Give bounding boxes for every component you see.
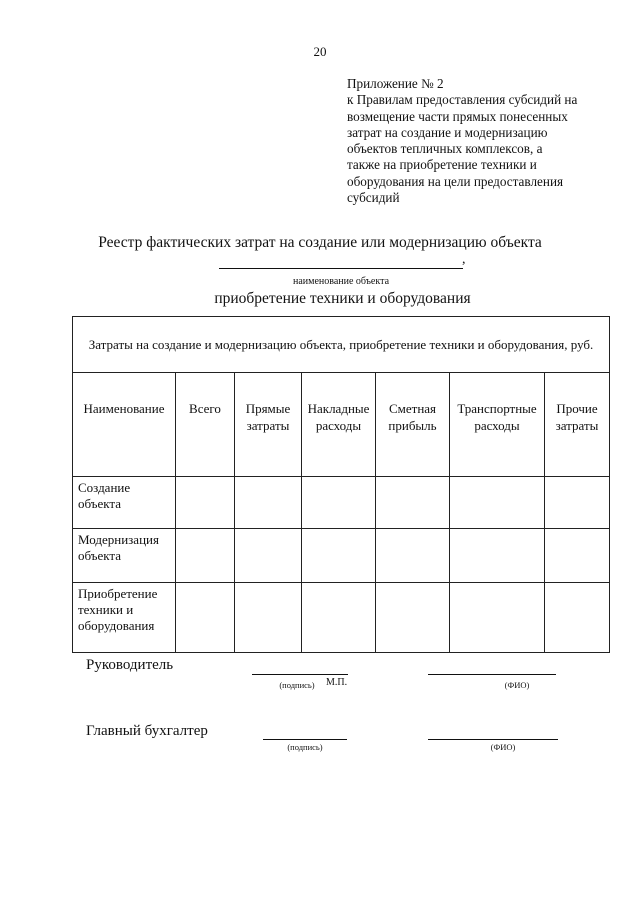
accountant-signature-caption: (подпись) [287,742,323,752]
appendix-line: Приложение № 2 [347,76,444,91]
table-cell[interactable] [302,529,376,583]
column-header-label: Прочие затраты [555,401,599,433]
column-header-label: Прямые затраты [245,401,291,433]
appendix-header [347,76,607,206]
row-label: Модернизация объекта [73,529,176,583]
table-cell[interactable] [376,477,450,529]
head-signature-line[interactable] [252,674,348,675]
table-header-row [73,373,610,477]
column-header-label: Накладные расходы [307,401,370,433]
row-label: Создание объекта [73,477,176,529]
head-signature-caption: (подпись) [279,680,315,690]
object-name-caption: наименование объекта [292,276,390,287]
table-cell[interactable] [545,477,610,529]
appendix-line: также на приобретение техники и [347,157,537,173]
column-header [302,373,376,477]
expenses-table [72,316,610,653]
table-cell[interactable] [545,529,610,583]
accountant-label: Главный бухгалтер [86,723,208,739]
table-caption: Затраты на создание и модернизацию объекта, приобретение техники и оборудования, руб. [73,317,610,373]
column-header [545,373,610,477]
appendix-line: возмещение части прямых понесенных [347,108,568,124]
table-cell[interactable] [302,477,376,529]
column-header-label: Сметная прибыль [388,401,437,433]
object-comma: , [462,252,466,267]
head-label: Руководитель [86,657,174,673]
object-name-field[interactable] [219,253,463,269]
accountant-name-caption: (ФИО) [490,742,516,752]
table-cell[interactable] [376,529,450,583]
appendix-line: субсидий [347,190,400,206]
accountant-signature-line[interactable] [263,739,347,740]
registry-title: Реестр фактических затрат на создание или модернизацию объекта [98,234,542,251]
table-cell[interactable] [450,529,545,583]
column-header-label: Транспортные расходы [457,401,537,433]
table-cell[interactable] [176,529,235,583]
table-cell[interactable] [235,477,302,529]
table-cell[interactable] [545,583,610,653]
column-header [73,373,176,477]
column-header-label: Наименование [83,401,165,416]
accountant-name-line[interactable] [428,739,558,740]
column-header [176,373,235,477]
appendix-line: к Правилам предоставления субсидий на [347,92,578,108]
head-name-caption: (ФИО) [504,680,530,690]
column-header [376,373,450,477]
column-header [450,373,545,477]
table-cell[interactable] [302,583,376,653]
table-cell[interactable] [450,477,545,529]
table-cell[interactable] [176,583,235,653]
column-header [235,373,302,477]
table-row [73,477,610,529]
page-number: 20 [313,44,327,59]
purchase-title: приобретение техники и оборудования [214,290,471,307]
table-cell[interactable] [176,477,235,529]
table-row [73,583,610,653]
head-name-line[interactable] [428,674,556,675]
appendix-line: оборудования на цели предоставления [347,173,564,189]
stamp-placeholder: М.П. [326,677,348,688]
appendix-line: объектов тепличных комплексов, а [347,141,543,157]
table-cell[interactable] [235,583,302,653]
table-cell[interactable] [235,529,302,583]
appendix-line: затрат на создание и модернизацию [347,124,548,140]
table-row [73,529,610,583]
table-cell[interactable] [376,583,450,653]
table-cell[interactable] [450,583,545,653]
row-label: Приобретение техники и оборудования [73,583,176,653]
column-header-label: Всего [189,401,221,416]
